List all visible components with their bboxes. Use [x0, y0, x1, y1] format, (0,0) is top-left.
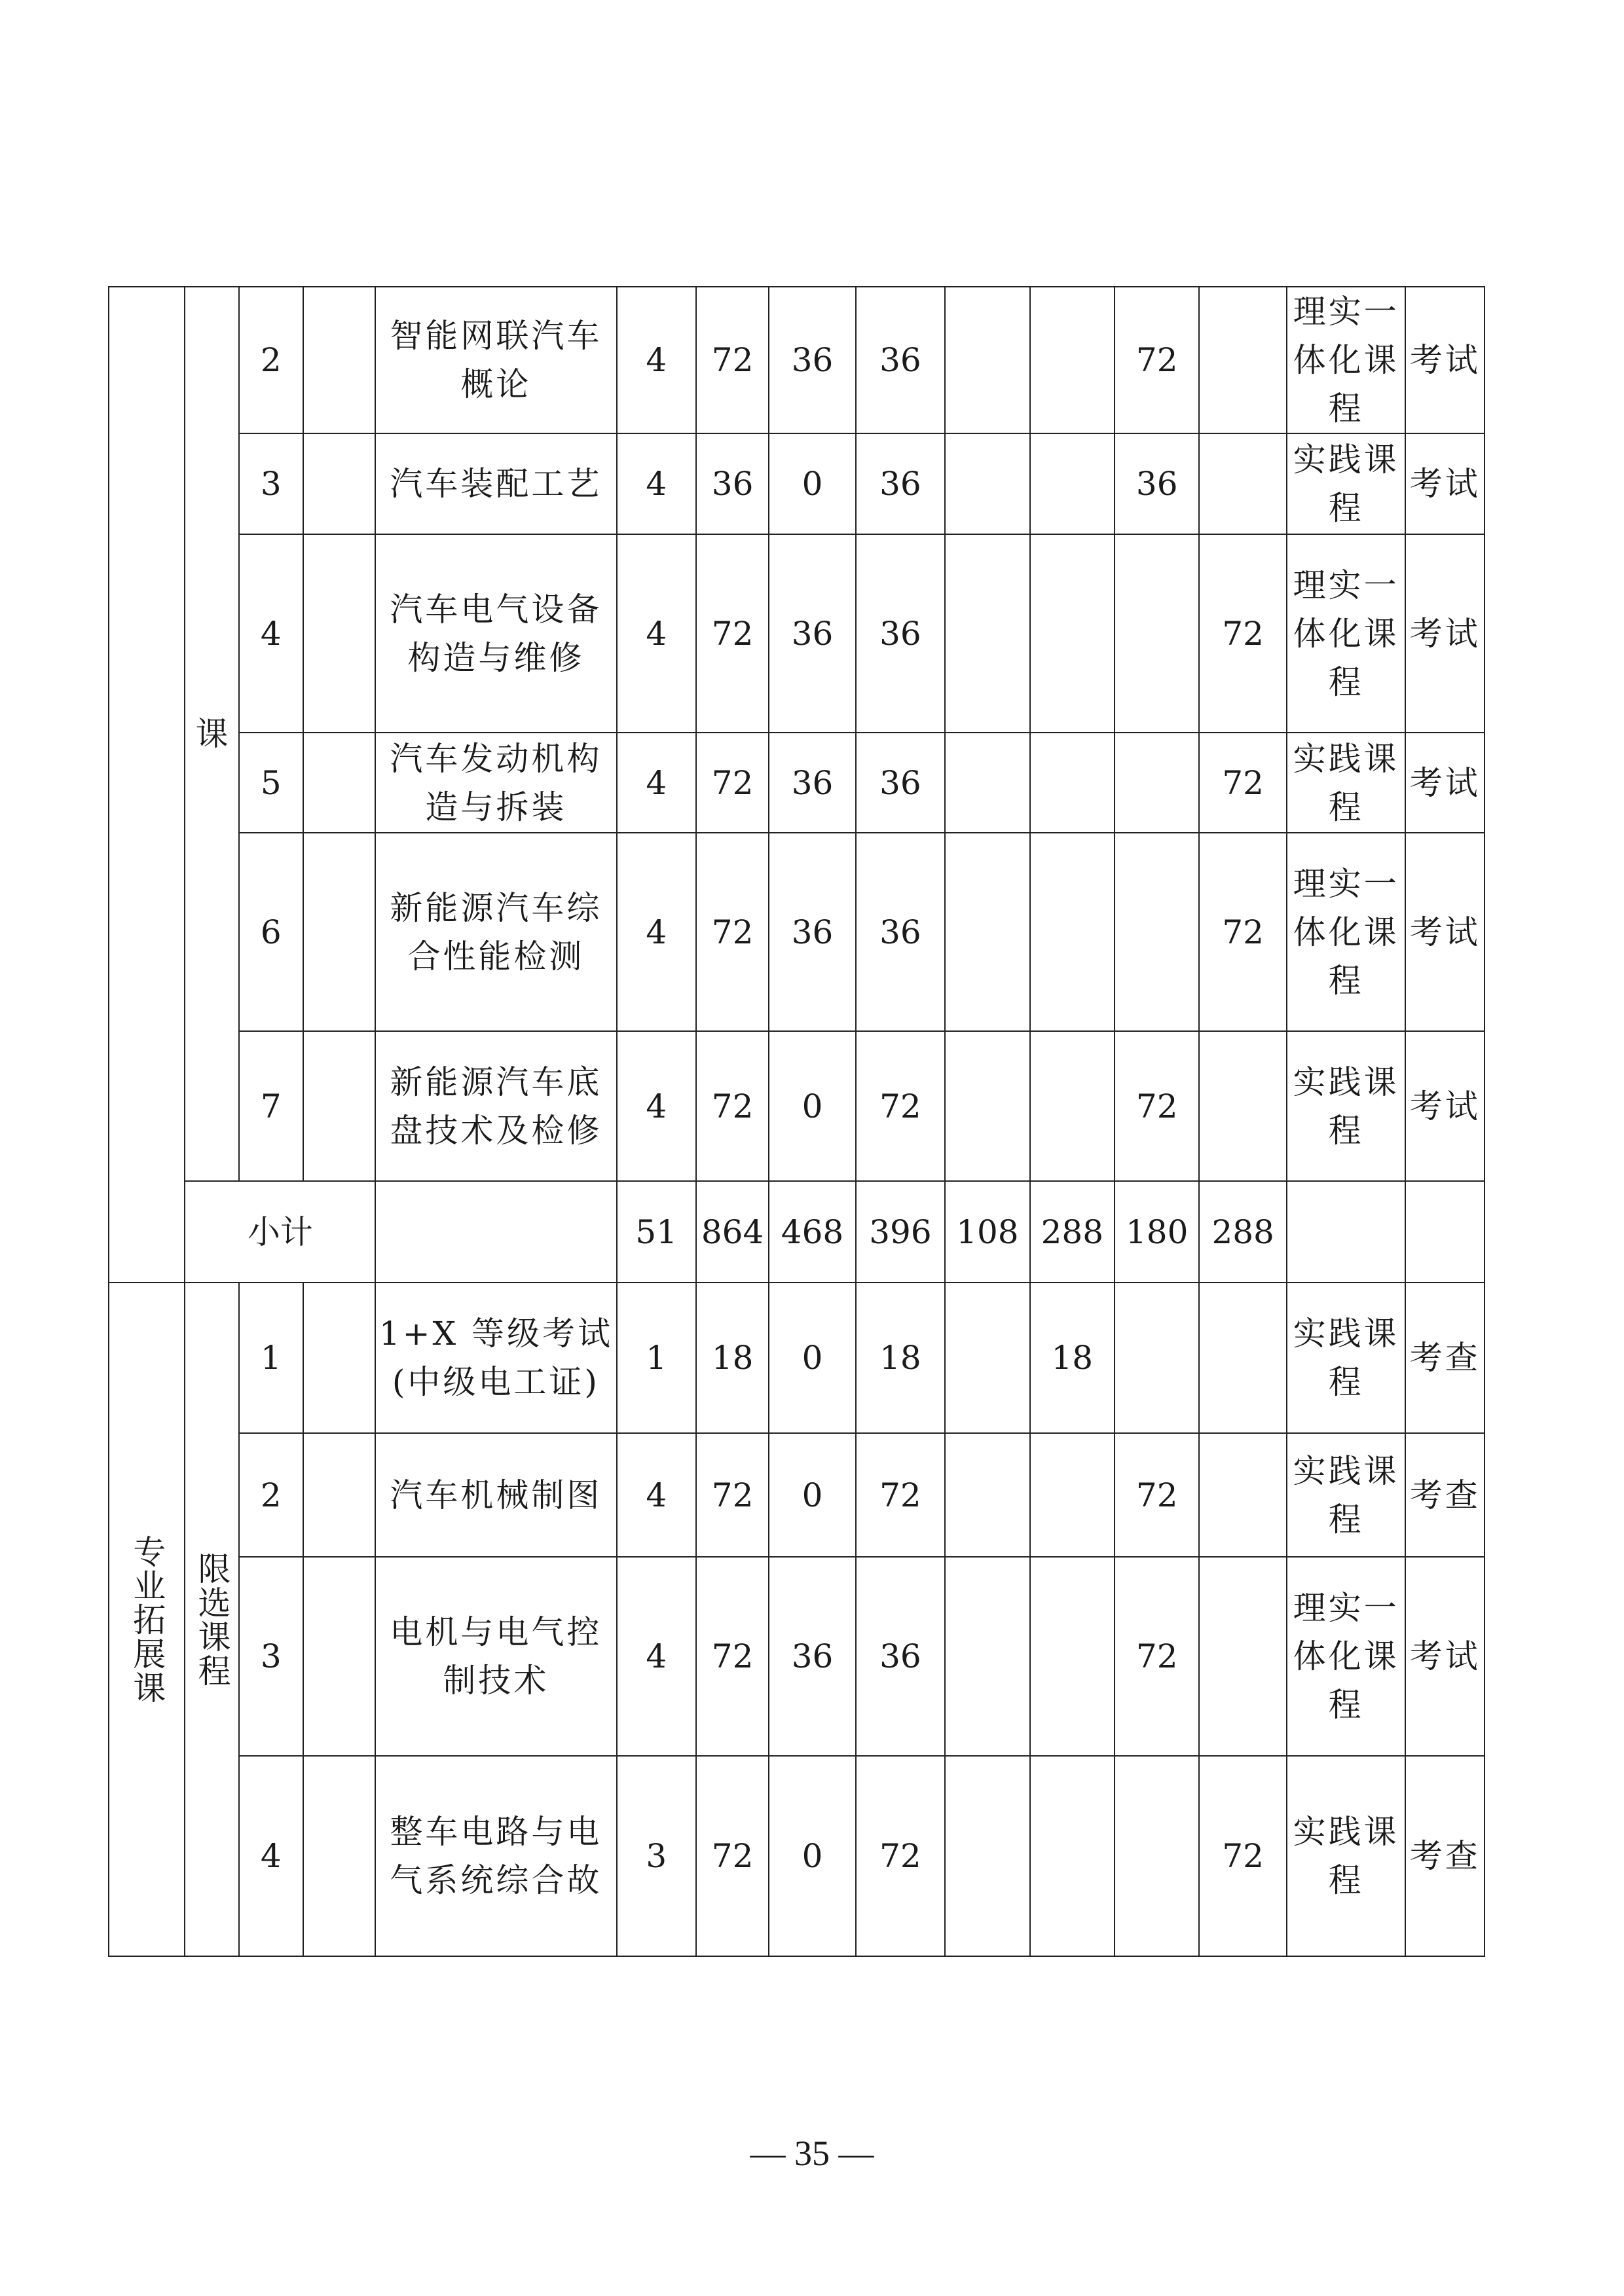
semester-4-hours: [1199, 1283, 1286, 1433]
table-row: [109, 287, 1485, 433]
subtotal-label: 小计: [185, 1181, 375, 1283]
section-label: 专业拓展课: [109, 1283, 185, 1956]
assessment-method: 考查: [1405, 1756, 1485, 1956]
theory-hours: 0: [769, 1031, 855, 1181]
semester-3-hours: [1115, 833, 1199, 1031]
theory-hours: 36: [769, 733, 855, 833]
semester-4-hours: 72: [1199, 534, 1286, 733]
theory-hours: 36: [769, 287, 855, 433]
assessment-method: 考试: [1405, 287, 1485, 433]
semester-2-hours: [1030, 1756, 1115, 1956]
table-row: [109, 433, 1485, 534]
credits: 4: [617, 433, 696, 534]
theory-hours: 36: [769, 534, 855, 733]
empty-cell: [303, 1756, 375, 1956]
course-name: 电机与电气控制技术: [375, 1557, 616, 1756]
row-index: 7: [239, 1031, 303, 1181]
assessment-method: 考试: [1405, 733, 1485, 833]
total-hours: 72: [696, 1031, 769, 1181]
practice-hours: 72: [856, 1031, 945, 1181]
semester-3-hours: 72: [1115, 1031, 1199, 1181]
course-type: 理实一体化课程: [1287, 287, 1406, 433]
semester-2-hours: [1030, 833, 1115, 1031]
empty-cell: [1287, 1181, 1406, 1283]
empty-cell: [303, 1557, 375, 1756]
subtotal-theory: 468: [769, 1181, 855, 1283]
course-name: 新能源汽车底盘技术及检修: [375, 1031, 616, 1181]
theory-hours: 36: [769, 1557, 855, 1756]
semester-3-hours: 72: [1115, 287, 1199, 433]
subtotal-practice: 396: [856, 1181, 945, 1283]
practice-hours: 36: [856, 433, 945, 534]
semester-4-hours: [1199, 433, 1286, 534]
semester-1-hours: [945, 1557, 1029, 1756]
theory-hours: 0: [769, 1756, 855, 1956]
row-index: 3: [239, 1557, 303, 1756]
semester-2-hours: [1030, 534, 1115, 733]
course-type: 实践课程: [1287, 1031, 1406, 1181]
credits: 4: [617, 1031, 696, 1181]
empty-cell: [1405, 1181, 1485, 1283]
practice-hours: 36: [856, 534, 945, 733]
credits: 4: [617, 534, 696, 733]
section-label-cell: [109, 287, 185, 1283]
semester-1-hours: [945, 1433, 1029, 1557]
table-row: [109, 833, 1485, 1031]
semester-2-hours: [1030, 1433, 1115, 1557]
subtotal-s2: 288: [1030, 1181, 1115, 1283]
subtotal-credits: 51: [617, 1181, 696, 1283]
row-index: 4: [239, 534, 303, 733]
practice-hours: 36: [856, 1557, 945, 1756]
total-hours: 72: [696, 833, 769, 1031]
semester-2-hours: [1030, 733, 1115, 833]
total-hours: 72: [696, 1557, 769, 1756]
semester-2-hours: [1030, 433, 1115, 534]
practice-hours: 72: [856, 1433, 945, 1557]
semester-2-hours: [1030, 1557, 1115, 1756]
empty-cell: [303, 1031, 375, 1181]
table-row: [109, 1031, 1485, 1181]
course-name: 汽车发动机构造与拆装: [375, 733, 616, 833]
assessment-method: 考试: [1405, 1557, 1485, 1756]
semester-3-hours: [1115, 1283, 1199, 1433]
row-index: 5: [239, 733, 303, 833]
course-type: 实践课程: [1287, 1433, 1406, 1557]
subtotal-s4: 288: [1199, 1181, 1286, 1283]
course-type: 实践课程: [1287, 1756, 1406, 1956]
course-name: 新能源汽车综合性能检测: [375, 833, 616, 1031]
subsection-label: 课: [185, 287, 238, 1181]
row-index: 6: [239, 833, 303, 1031]
credits: 4: [617, 1557, 696, 1756]
semester-4-hours: 72: [1199, 1756, 1286, 1956]
practice-hours: 18: [856, 1283, 945, 1433]
assessment-method: 考试: [1405, 833, 1485, 1031]
course-type: 理实一体化课程: [1287, 833, 1406, 1031]
semester-2-hours: [1030, 287, 1115, 433]
credits: 4: [617, 733, 696, 833]
credits: 4: [617, 833, 696, 1031]
table-row: [109, 1433, 1485, 1557]
theory-hours: 0: [769, 1283, 855, 1433]
table-row: [109, 534, 1485, 733]
semester-1-hours: [945, 1283, 1029, 1433]
theory-hours: 0: [769, 433, 855, 534]
semester-3-hours: [1115, 1756, 1199, 1956]
practice-hours: 36: [856, 733, 945, 833]
assessment-method: 考试: [1405, 534, 1485, 733]
course-type: 实践课程: [1287, 733, 1406, 833]
empty-cell: [303, 733, 375, 833]
course-name: 汽车装配工艺: [375, 433, 616, 534]
semester-1-hours: [945, 1031, 1029, 1181]
course-name: 汽车机械制图: [375, 1433, 616, 1557]
total-hours: 72: [696, 534, 769, 733]
row-index: 3: [239, 433, 303, 534]
credits: 1: [617, 1283, 696, 1433]
subtotal-s1: 108: [945, 1181, 1029, 1283]
course-name: 智能网联汽车概论: [375, 287, 616, 433]
row-index: 1: [239, 1283, 303, 1433]
credits: 3: [617, 1756, 696, 1956]
total-hours: 72: [696, 733, 769, 833]
row-index: 2: [239, 287, 303, 433]
total-hours: 72: [696, 287, 769, 433]
semester-2-hours: [1030, 1031, 1115, 1181]
course-name: 汽车电气设备构造与维修: [375, 534, 616, 733]
empty-cell: [375, 1181, 616, 1283]
empty-cell: [303, 534, 375, 733]
credits: 4: [617, 287, 696, 433]
subtotal-row: [109, 1181, 1485, 1283]
course-name: 1+X 等级考试(中级电工证): [375, 1283, 616, 1433]
course-type: 实践课程: [1287, 433, 1406, 534]
semester-3-hours: 72: [1115, 1433, 1199, 1557]
assessment-method: 考查: [1405, 1433, 1485, 1557]
semester-1-hours: [945, 733, 1029, 833]
empty-cell: [303, 287, 375, 433]
semester-4-hours: 72: [1199, 833, 1286, 1031]
semester-1-hours: [945, 833, 1029, 1031]
practice-hours: 72: [856, 1756, 945, 1956]
course-plan-table: [108, 286, 1485, 1957]
table-row: [109, 1557, 1485, 1756]
table-row: [109, 733, 1485, 833]
course-type: 理实一体化课程: [1287, 534, 1406, 733]
practice-hours: 36: [856, 833, 945, 1031]
empty-cell: [303, 1283, 375, 1433]
semester-1-hours: [945, 433, 1029, 534]
theory-hours: 36: [769, 833, 855, 1031]
total-hours: 36: [696, 433, 769, 534]
course-type: 理实一体化课程: [1287, 1557, 1406, 1756]
semester-3-hours: 36: [1115, 433, 1199, 534]
semester-3-hours: [1115, 733, 1199, 833]
table-row: [109, 1756, 1485, 1956]
course-type: 实践课程: [1287, 1283, 1406, 1433]
assessment-method: 考试: [1405, 433, 1485, 534]
row-index: 2: [239, 1433, 303, 1557]
subtotal-total: 864: [696, 1181, 769, 1283]
practice-hours: 36: [856, 287, 945, 433]
semester-1-hours: [945, 1756, 1029, 1956]
page-number: — 35 —: [750, 2134, 874, 2173]
semester-4-hours: [1199, 287, 1286, 433]
semester-4-hours: 72: [1199, 733, 1286, 833]
row-index: 4: [239, 1756, 303, 1956]
course-name: 整车电路与电气系统综合故: [375, 1756, 616, 1956]
empty-cell: [303, 833, 375, 1031]
total-hours: 72: [696, 1756, 769, 1956]
semester-3-hours: [1115, 534, 1199, 733]
semester-2-hours: 18: [1030, 1283, 1115, 1433]
semester-3-hours: 72: [1115, 1557, 1199, 1756]
assessment-method: 考查: [1405, 1283, 1485, 1433]
empty-cell: [303, 1433, 375, 1557]
total-hours: 18: [696, 1283, 769, 1433]
empty-cell: [303, 433, 375, 534]
semester-4-hours: [1199, 1433, 1286, 1557]
assessment-method: 考试: [1405, 1031, 1485, 1181]
subtotal-s3: 180: [1115, 1181, 1199, 1283]
credits: 4: [617, 1433, 696, 1557]
total-hours: 72: [696, 1433, 769, 1557]
semester-1-hours: [945, 534, 1029, 733]
theory-hours: 0: [769, 1433, 855, 1557]
semester-4-hours: [1199, 1031, 1286, 1181]
table-row: [109, 1283, 1485, 1433]
subsection-label: 限选课程: [185, 1283, 238, 1956]
semester-4-hours: [1199, 1557, 1286, 1756]
semester-1-hours: [945, 287, 1029, 433]
